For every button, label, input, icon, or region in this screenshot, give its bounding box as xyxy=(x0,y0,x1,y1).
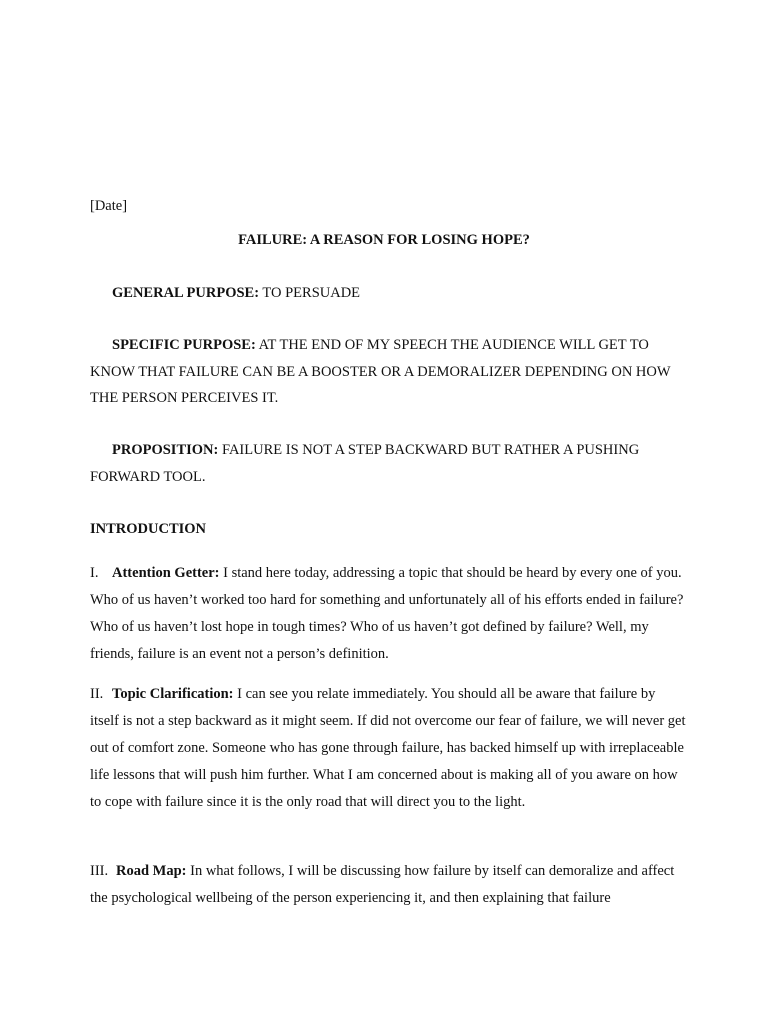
item-number: I. xyxy=(90,565,99,581)
list-item xyxy=(90,681,686,816)
date-line: [Date] xyxy=(90,198,128,214)
item-text: I stand here today, addressing a topic that should be heard by every one of you. Who of us haven’t worked too hard for something and unfortunately all of his efforts ended in failure? Who of us haven’t lost hope in tough times? Who of us haven’t got defined by failure? Well, my friends, failure is an event not a person’s definition. xyxy=(90,565,684,662)
specific-purpose-paragraph xyxy=(90,332,690,412)
general-purpose-text: TO PERSUADE xyxy=(259,285,361,301)
item-label: Topic Clarification: xyxy=(112,686,234,702)
item-label: Attention Getter: xyxy=(112,565,220,581)
specific-purpose-label: SPECIFIC PURPOSE: xyxy=(112,337,256,353)
general-purpose-paragraph xyxy=(90,280,712,307)
item-text: In what follows, I will be discussing how failure by itself can demoralize and affect the psychological wellbeing of the person experiencing it, and then explaining that failure xyxy=(90,863,675,906)
proposition-label: PROPOSITION: xyxy=(112,442,219,458)
list-item xyxy=(90,858,686,912)
general-purpose-label: GENERAL PURPOSE: xyxy=(112,285,260,301)
item-label: Road Map: xyxy=(116,863,187,879)
list-item xyxy=(90,560,686,668)
proposition-paragraph xyxy=(90,437,690,490)
speech-title: FAILURE: A REASON FOR LOSING HOPE? xyxy=(238,232,530,248)
specific-purpose-text: AT THE END OF MY SPEECH THE AUDIENCE WILL GET TO KNOW THAT FAILURE CAN BE A BOOSTER OR A DEMORALIZER DEPENDING ON HOW THE PERSON PERCEIVES IT. xyxy=(90,337,671,407)
proposition-text: FAILURE IS NOT A STEP BACKWARD BUT RATHER A PUSHING FORWARD TOOL. xyxy=(90,442,640,485)
introduction-heading: INTRODUCTION xyxy=(90,521,207,537)
item-text: I can see you relate immediately. You should all be aware that failure by itself is not a step backward as it might seem. If did not overcome our fear of failure, we will never get out of comfort zone. Someone who has gone through failure, has backed himself up with irreplaceable life lessons that will push him further. What I am concerned about is making all of you aware on how to cope with failure since it is the only road that will direct you to the light. xyxy=(90,686,686,810)
item-number: II. xyxy=(90,686,104,702)
item-number: III. xyxy=(90,863,109,879)
